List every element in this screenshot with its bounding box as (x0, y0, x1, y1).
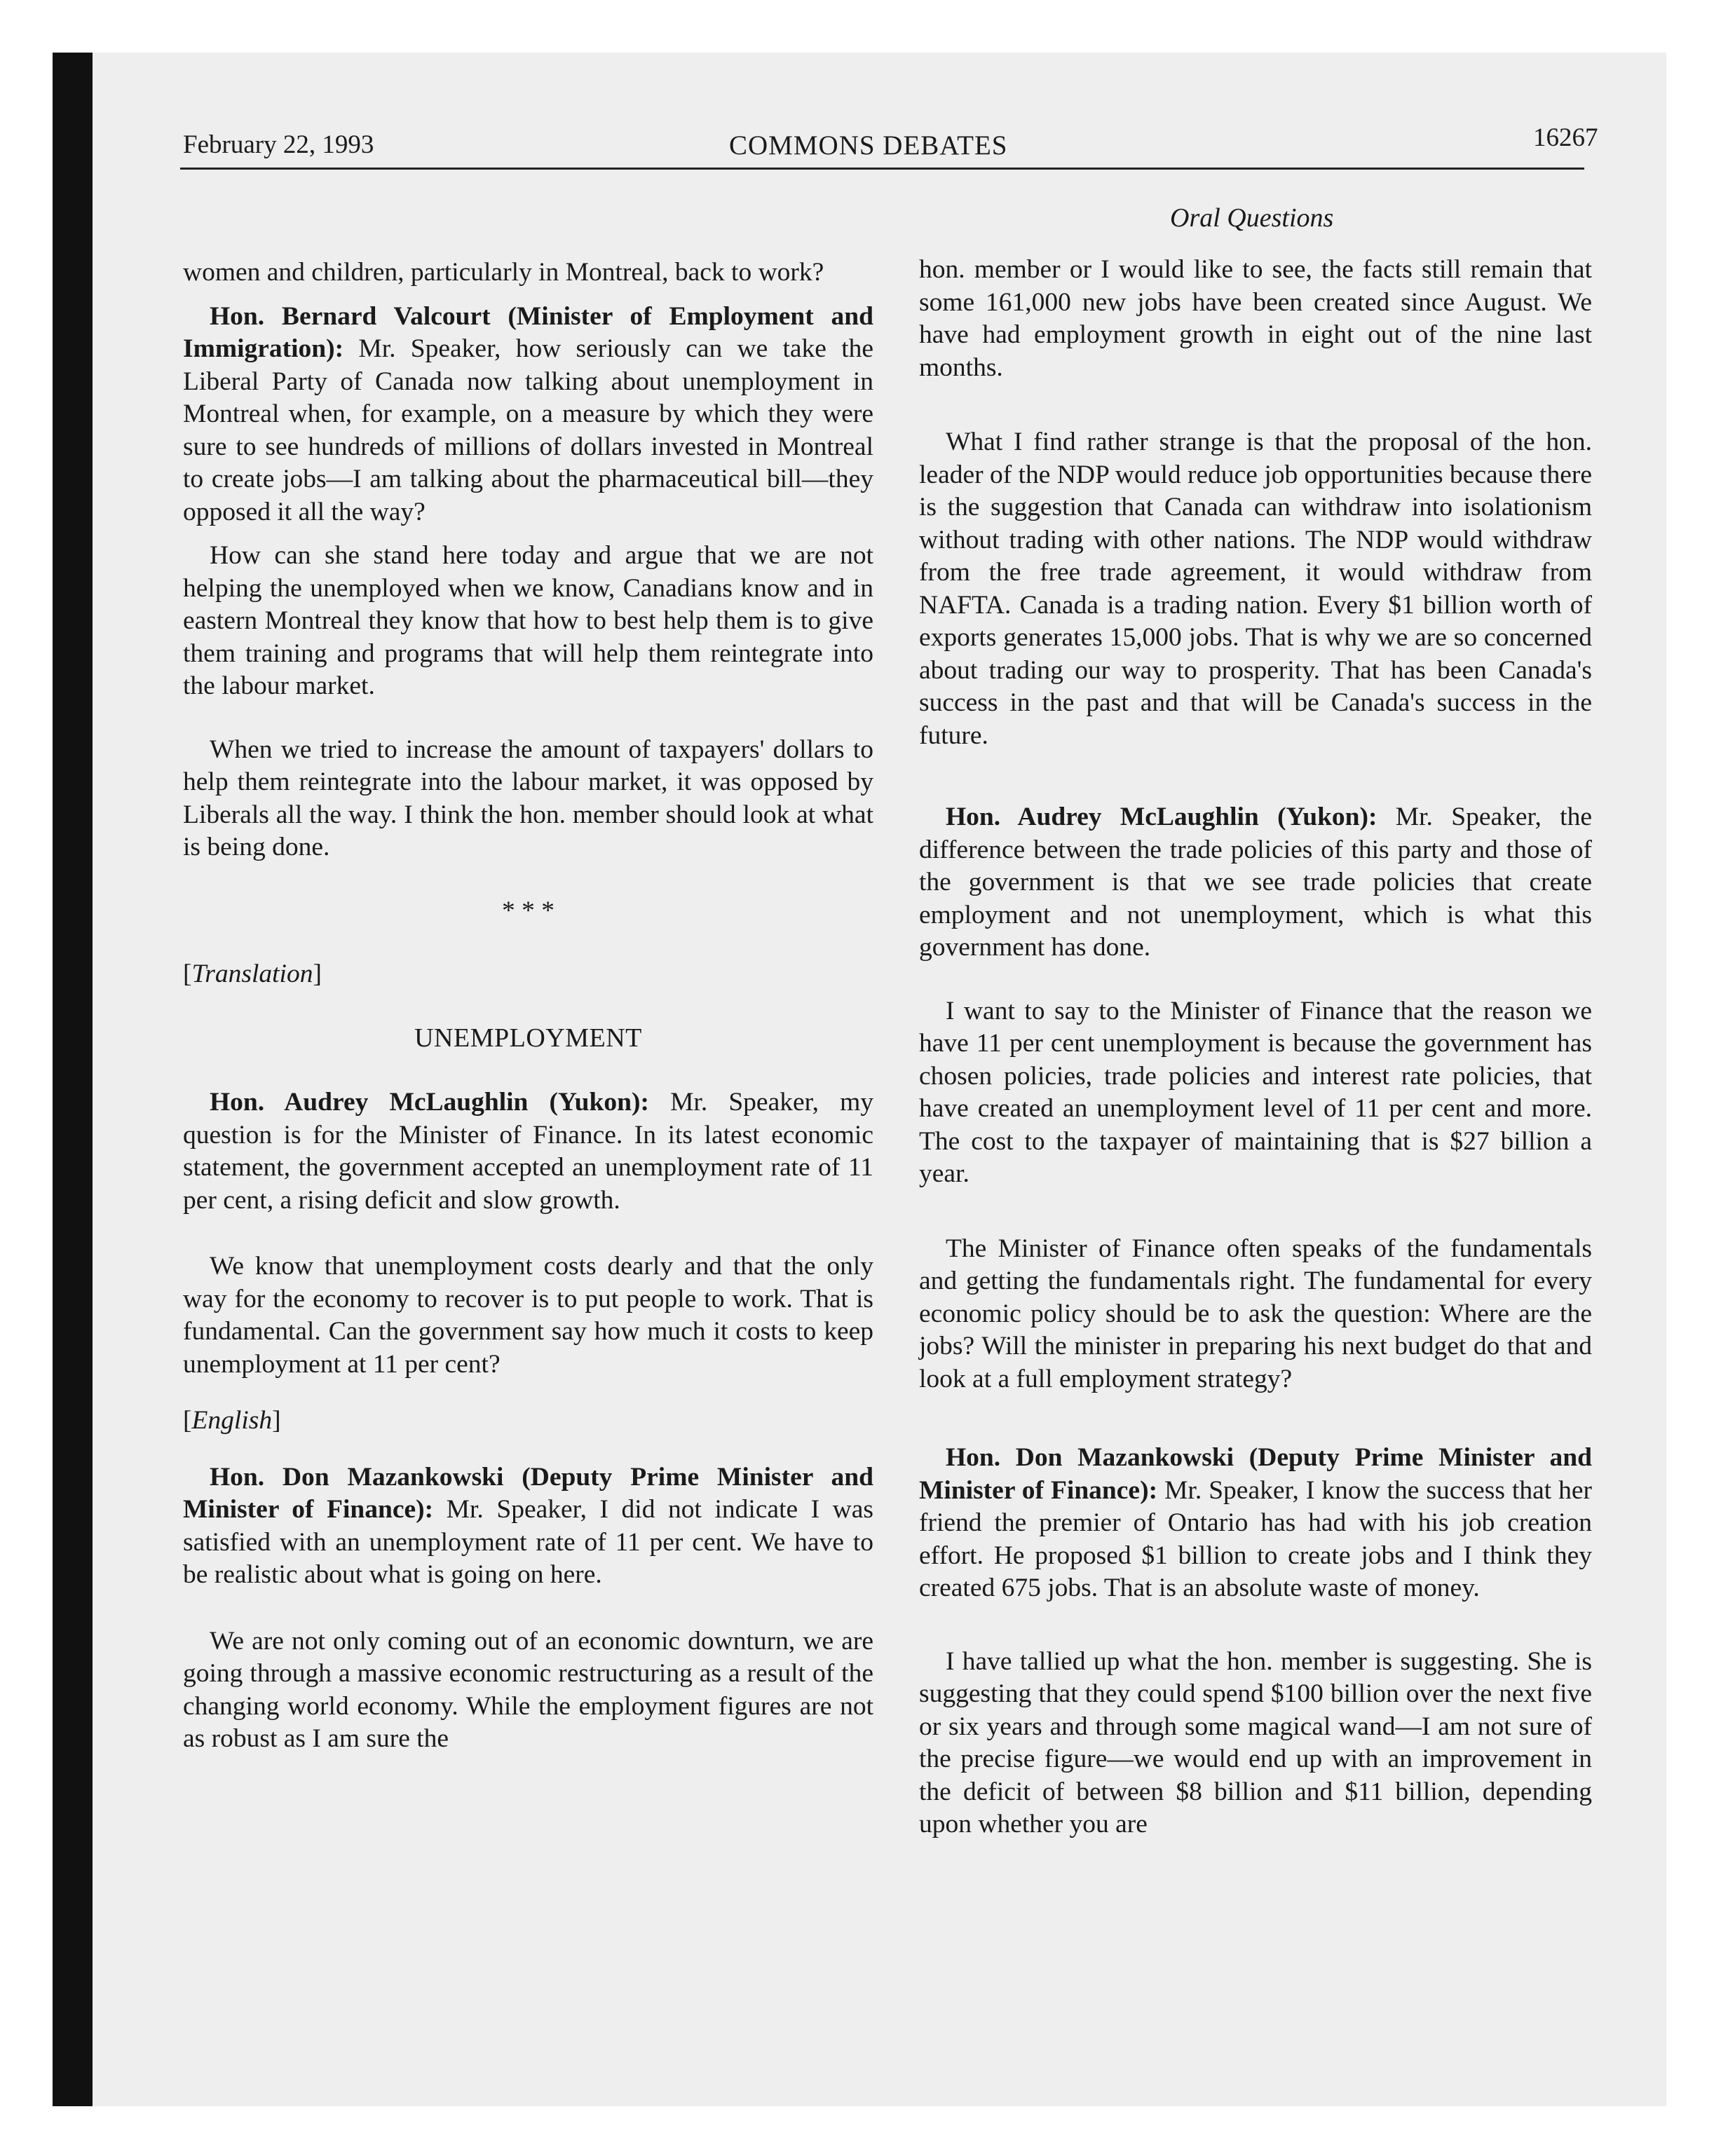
right-column (919, 254, 1592, 1841)
paragraph: I have tallied up what the hon. member is suggesting. She is suggesting that they could spend $100 billion over the next five or six years and through some magical wand—I am not sure of the precise figure—we would end up with an improvement in the deficit of between $8 billion and $11 billion, depending upon whether you are (919, 1646, 1592, 1838)
translation-tag: [Translation] (183, 960, 322, 988)
paragraph (919, 1442, 1592, 1605)
tag-text: Translation (191, 960, 313, 988)
paragraph: We are not only coming out of an economic downturn, we are going through a massive economic restructuring as a result of the changing world economy. While the employment figures are not as robust as I am sure the (183, 1626, 873, 1753)
speaker-name: Hon. Bernard Valcourt (Minister of Employment and Immigration): (183, 301, 873, 363)
speaker-name: Hon. Audrey McLaughlin (Yukon): (946, 803, 1377, 831)
left-column (183, 257, 873, 1756)
scanned-page (53, 53, 1666, 2106)
speaker-name: Hon. Don Mazankowski (Deputy Prime Minister and Minister of Finance): (919, 1443, 1592, 1505)
english-tag: [English] (183, 1406, 281, 1435)
speech-text: Mr. Speaker, the difference between the trade policies of this party and those of the government is that we see trade policies that create employment and not unemployment, which is what this government has done. (919, 803, 1592, 962)
tag-text: English (191, 1406, 273, 1435)
binding-shadow (53, 53, 93, 2106)
paragraph (183, 301, 873, 529)
speaker-name: Hon. Audrey McLaughlin (Yukon): (210, 1088, 649, 1117)
paragraph: How can she stand here today and argue that we are not helping the unemployed when we know, Canadians know and in eastern Montreal they know that how to best help them is to give them training and programs that will help them reintegrate into the labour market. (183, 541, 873, 700)
paragraph: We know that unemployment costs dearly and that the only way for the economy to recover is to put people to work. That is fundamental. Can the government say how much it costs to keep unemployment at 11 per cent? (183, 1252, 873, 1379)
speech-text: Mr. Speaker, I know the success that her friend the premier of Ontario has had with his job creation effort. He proposed $1 billion to create jobs and I think they created 675 jobs. That is an absolute waste of money. (919, 1475, 1593, 1602)
speech-text: Mr. Speaker, I did not indicate I was satisfied with an unemployment rate of 11 per cent. We have to be realistic about what is going on here. (183, 1495, 873, 1589)
paragraph: When we tried to increase the amount of taxpayers' dollars to help them reintegrate into the labour market, it was opposed by Liberals all the way. I think the hon. member should look at what is being done. (183, 735, 873, 861)
speech-text: Mr. Speaker, my question is for the Minister of Finance. In its latest economic statement, the government accepted an unemployment rate of 11 per cent, a rising deficit and slow growth. (183, 1088, 874, 1215)
paragraph: women and children, particularly in Montreal, back to work? (183, 258, 824, 287)
section-separator: * * * (502, 896, 554, 925)
section-title: Oral Questions (1170, 203, 1334, 233)
paragraph (183, 1086, 873, 1217)
paragraph: hon. member or I would like to see, the facts still remain that some 161,000 new jobs have been created since August. We have had employment growth in eight out of the nine last months. (919, 255, 1592, 382)
header-date: February 22, 1993 (183, 130, 374, 159)
paragraph: I want to say to the Minister of Finance that the reason we have 11 per cent unemployment is because the government has chosen policies, trade policies and interest rate policies, that have created an unemployment level of 11 per cent and more. The cost to the taxpayer of maintaining that is $27 billion a year. (919, 996, 1592, 1188)
header-rule (180, 168, 1584, 170)
paragraph: What I find rather strange is that the proposal of the hon. leader of the NDP would reduce job opportunities because there is the suggestion that Canada can withdraw into isolationism without trading with other nations. The NDP would withdraw from the free trade agreement, it would withdraw from NAFTA. Canada is a trading nation. Every $1 billion worth of exports generates 15,000 jobs. That is why we are so concerned about trading our way to prosperity. That has been Canada's success in the past and that will be Canada's success in the future. (919, 428, 1592, 750)
subject-heading: UNEMPLOYMENT (414, 1023, 642, 1053)
speech-text: Mr. Speaker, how seriously can we take the Liberal Party of Canada now talking about unemployment in Montreal when, for example, on a measure by which they were sure to see hundreds of millions of dollars invested in Montreal to create jobs—I am talking about the pharmaceutical bill—they opposed it all the way? (183, 334, 874, 526)
paragraph (919, 801, 1592, 964)
page-number: 16267 (1533, 123, 1598, 152)
paragraph: The Minister of Finance often speaks of the fundamentals and getting the fundamentals right. The fundamental for every economic policy should be to ask the question: Where are the jobs? Will the minister in preparing his next budget do that and look at a full employment strategy? (919, 1234, 1592, 1393)
paragraph (183, 1461, 873, 1592)
speaker-name: Hon. Don Mazankowski (Deputy Prime Minister and Minister of Finance): (183, 1462, 873, 1524)
header-title: COMMONS DEBATES (729, 130, 1008, 161)
